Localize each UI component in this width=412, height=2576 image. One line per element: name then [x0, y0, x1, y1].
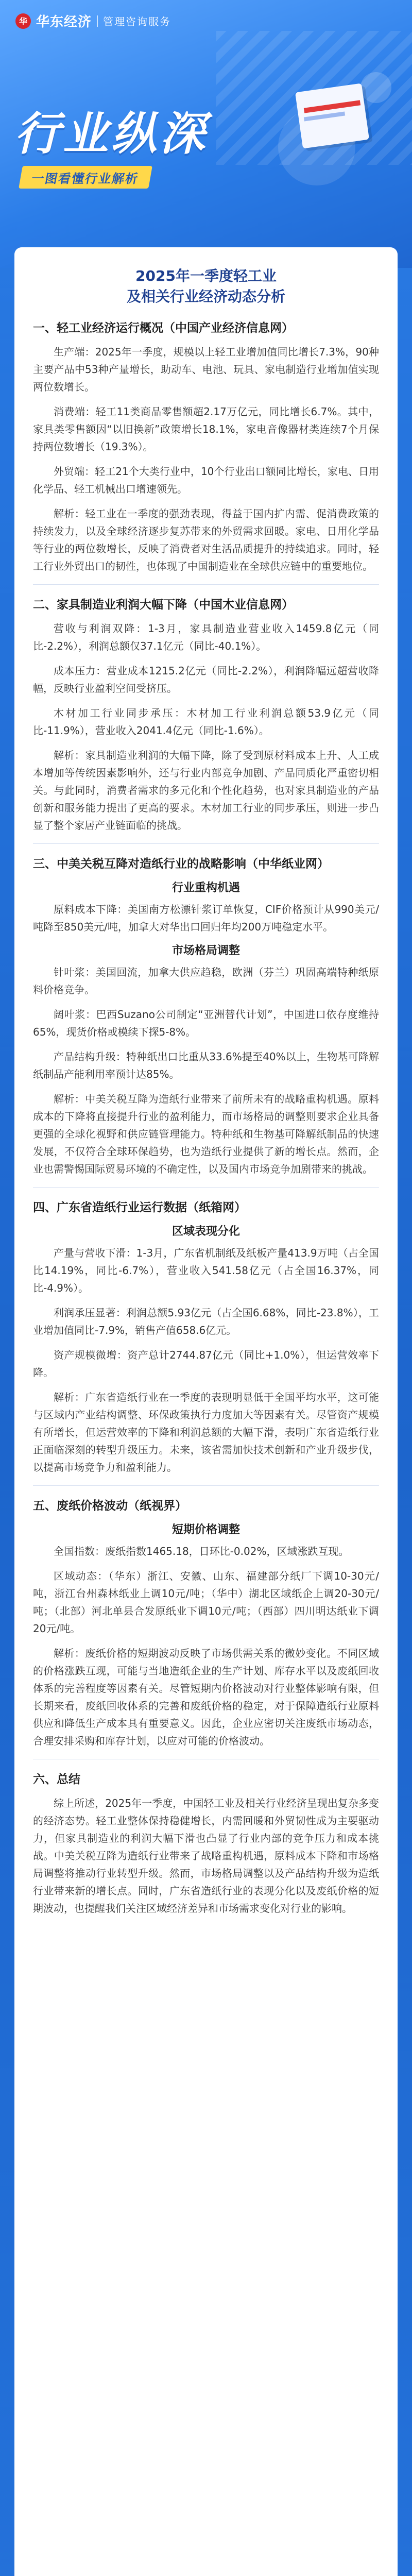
subsection-heading: 行业重构机遇 — [171, 882, 240, 894]
hero-banner — [0, 0, 412, 268]
section-paragraph: 资产规模微增：资产总计2744.87亿元（同比+1.0%），但运营效率下降。 — [33, 1349, 379, 1379]
article-card — [14, 247, 398, 2576]
section-heading: 一、轻工业经济运行概况（中国产业经济信息网） — [33, 321, 294, 335]
section-paragraph: 综上所述，2025年一季度，中国轻工业及相关行业经济呈现出复杂多变的经济态势。轻工业整体保持稳健增长，内需回暖和外贸韧性成为主要驱动力，但家具制造业的利润大幅下滑也凸显了行业内部的竞争压力和成本挑战。中美关税互降为造纸行业带来了战略重构机遇，原料成本下降和市场格局调整将推动行业转型升级。然而，市场格局调整以及产品结构升级为造纸行业带来新的增长点。同时，广东省造纸行业的表现分化以及废纸价格的短期波动，也提醒我们关注区域经济差异和市场需求变化对行业的影响。 — [33, 1797, 379, 1914]
section-heading: 六、总结 — [33, 1773, 80, 1786]
article-title-line2: 及相关行业经济动态分析 — [126, 288, 285, 305]
hero-tagline: 一图看懂行业解析 — [19, 166, 152, 189]
brand-subtitle: 管理咨询服务 — [103, 15, 171, 28]
section-paragraph: 产品结构升级：特种纸出口比重从33.6%提至40%以上，生物基可降解纸制品产能利用率预计达85%。 — [33, 1050, 379, 1080]
section-analysis: 解析：轻工业在一季度的强劲表现，得益于国内扩内需、促消费政策的持续发力，以及全球经济逐步复苏带来的外贸需求回暖。家电、日用化学品等行业的两位数增长，反映了消费者对生活品质提升的持续追求。同时，轻工行业外贸出口的韧性，也体现了中国制造业在全球供应链中的重要地位。 — [33, 507, 379, 572]
section-paragraph: 消费端：轻工11类商品零售额超2.17万亿元，同比增长6.7%。其中，家具类零售额因“以旧换新”政策增长18.1%，家电音像器材类连续7个月保持两位数增长（19.3%）。 — [33, 405, 379, 453]
book-illustration-icon — [288, 77, 376, 155]
subsection-heading: 市场格局调整 — [171, 944, 240, 957]
section-paragraph: 外贸端：轻工21个大类行业中，10个行业出口额同比增长，家电、日用化学品、轻工机械出口增速领先。 — [33, 465, 379, 495]
section-analysis: 解析：广东省造纸行业在一季度的表现明显低于全国平均水平，这可能与区域内产业结构调整、环保政策执行力度加大等因素有关。尽管资产规模有所增长，但运营效率的下降和利润总额的大幅下滑，表明广东省造纸行业正面临深刻的转型升级压力。未来，该省需加快技术创新和产业升级步伐，以提高市场竞争力和盈利能力。 — [33, 1391, 379, 1473]
section-divider — [33, 1187, 379, 1188]
subsection-heading: 短期价格调整 — [171, 1523, 240, 1536]
section-paragraph: 木材加工行业同步承压：木材加工行业利润总额53.9亿元（同比-11.9%），营业收入2041.4亿元（同比-1.6%）。 — [33, 707, 379, 737]
brand-logo — [15, 11, 171, 30]
section-paragraph: 生产端：2025年一季度，规模以上轻工业增加值同比增长7.3%，90种主要产品中53种产量增长，助动车、电池、玩具、家电制造行业增加值实现两位数增长。 — [33, 346, 379, 393]
section-analysis: 解析：家具制造业利润的大幅下降，除了受到原材料成本上升、人工成本增加等传统因素影响外，还与行业内部竞争加剧、产品同质化严重密切相关。与此同时，消费者需求的多元化和个性化趋势，也对家具制造业的产品创新和服务能力提出了更高的要求。木材加工行业的同步承压，则进一步凸显了整个家居产业链面临的挑战。 — [33, 749, 379, 832]
hero-title: 行业纵深 — [14, 107, 209, 160]
article-title — [33, 266, 379, 307]
section-divider — [33, 1485, 379, 1486]
brand-name: 华东经济 — [36, 14, 92, 30]
subsection-heading: 区域表现分化 — [171, 1225, 240, 1238]
article-title-line1: 2025年一季度轻工业 — [135, 267, 277, 284]
brand-seal-icon: 华 — [15, 13, 31, 29]
section-paragraph: 阔叶浆：巴西Suzano公司制定“亚洲替代计划”，中国进口依存度维持65%，现货价格或模续下探5-8%。 — [33, 1008, 379, 1038]
section-heading: 五、废纸价格波动（纸视界） — [33, 1499, 187, 1513]
section-paragraph: 产量与营收下滑：1-3月，广东省机制纸及纸板产量413.9万吨（占全国比14.19%，同比-6.7%），营业收入541.58亿元（占全国16.37%，同比-4.9%）。 — [33, 1247, 379, 1294]
section-analysis: 解析：废纸价格的短期波动反映了市场供需关系的微妙变化。不同区域的价格涨跌互现，可能与当地造纸企业的生产计划、库存水平以及废纸回收体系的完善程度等因素有关。尽管短期内价格波动对行业整体影响有限，但长期来看，废纸回收体系的完善和废纸价格的稳定，对于保障造纸行业原料供应和降低生产成本具有重要意义。因此，企业应密切关注废纸市场动态，合理安排采购和库存计划，以应对可能的价格波动。 — [33, 1647, 379, 1747]
section-heading: 二、家具制造业利润大幅下降（中国木业信息网） — [33, 598, 294, 612]
section-analysis: 解析：中美关税互降为造纸行业带来了前所未有的战略重构机遇。原料成本的下降将直接提升行业的盈利能力，而市场格局的调整则要求企业具备更强的全球化视野和供应链管理能力。特种纸和生物基可降解纸制品的快速发展，不仅符合全球环保趋势，也为造纸行业提供了新的增长点。然而，企业也需警惕国际贸易环境的不确定性，以及国内市场竞争加剧带来的挑战。 — [33, 1093, 379, 1175]
section-heading: 四、广东省造纸行业运行数据（纸箱网） — [33, 1201, 246, 1214]
section-paragraph: 利润承压显著：利润总额5.93亿元（占全国6.68%，同比-23.8%），工业增加值同比-7.9%，销售产值658.6亿元。 — [33, 1307, 379, 1336]
section-paragraph: 针叶浆：美国回流，加拿大供应趋稳，欧洲（芬兰）巩固高端特种纸原料价格竞争。 — [33, 966, 379, 996]
section-divider — [33, 584, 379, 585]
brand-divider — [97, 15, 98, 27]
section-heading: 三、中美关税互降对造纸行业的战略影响（中华纸业网） — [33, 857, 329, 871]
section-paragraph: 营收与利润双降：1-3月，家具制造业营业收入1459.8亿元（同比-2.2%），利润总额仅37.1亿元（同比-40.1%）。 — [33, 622, 379, 652]
section-paragraph: 区域动态：（华东）浙江、安徽、山东、福建部分纸厂下调10-30元/吨，浙江台州森林纸业上调10元/吨；（华中）湖北区域纸企上调20-30元/吨；（北部）河北单县合发原纸业下调10元/吨；（西部）四川明达纸业下调20元/吨。 — [33, 1570, 379, 1635]
section-paragraph: 全国指数：废纸指数1465.18，日环比-0.02%，区域涨跌互现。 — [54, 1545, 349, 1557]
section-paragraph: 原料成本下降：美国南方松漂针浆订单恢复，CIF价格预计从990美元/吨降至850美元/吨，加拿大对华出口回归年均200万吨稳定水平。 — [33, 903, 379, 933]
section-divider — [33, 843, 379, 844]
section-paragraph: 成本压力：营业成本1215.2亿元（同比-2.2%），利润降幅远超营收降幅，反映行业盈利空间受挤压。 — [33, 665, 379, 694]
